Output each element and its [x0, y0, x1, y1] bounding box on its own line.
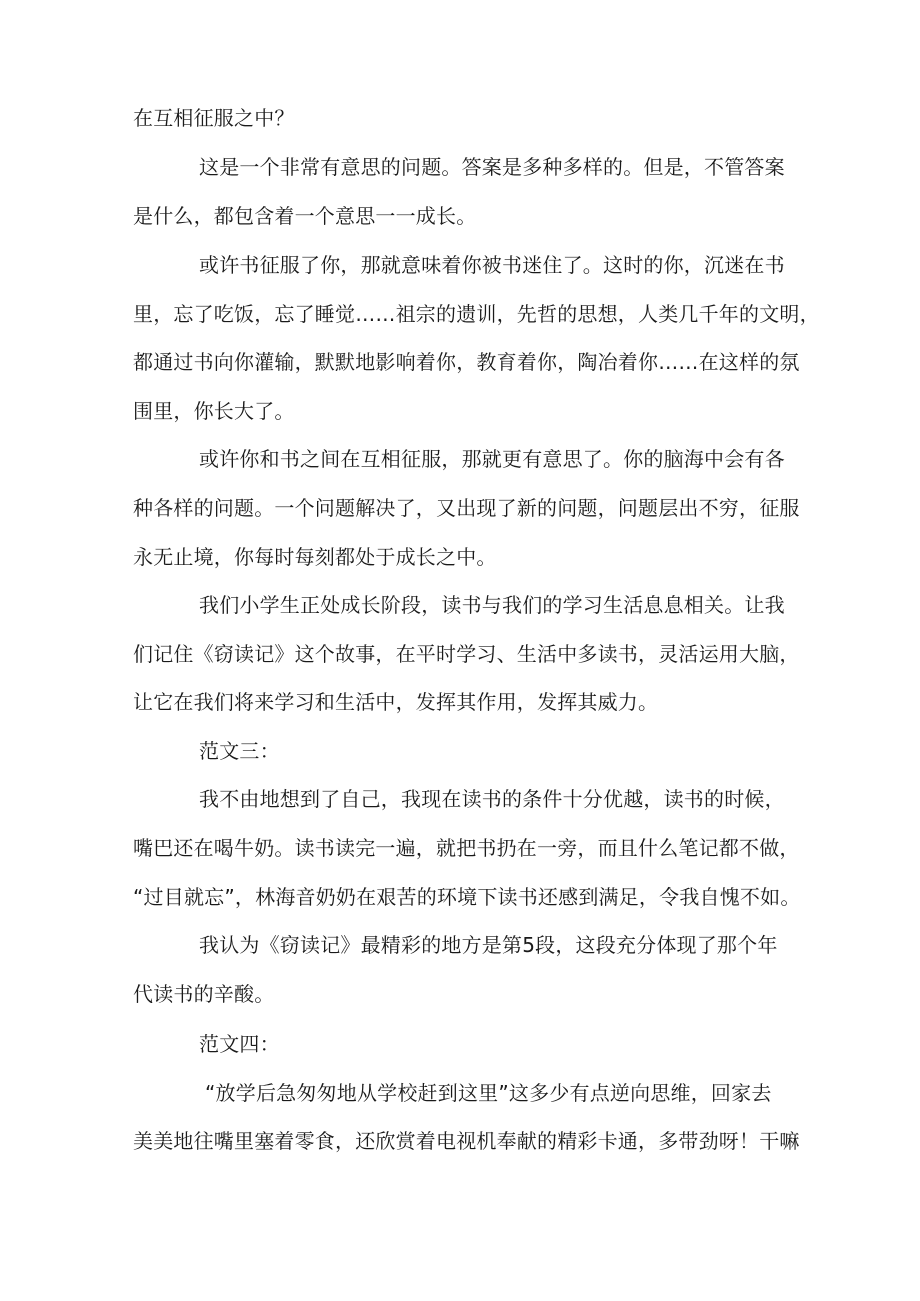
text-line: 里，忘了吃饭，忘了睡觉……祖宗的遗训，先哲的思想，人类几千年的文明，	[133, 302, 820, 326]
section-heading: 范文三：	[199, 739, 280, 763]
text-line: “过目就忘”，林海音奶奶在艰苦的环境下读书还感到满足，令我自愧不如。	[133, 885, 801, 909]
text-line: 或许你和书之间在互相征服，那就更有意思了。你的脑海中会有各	[199, 447, 785, 471]
text-line: 让它在我们将来学习和生活中，发挥其作用，发挥其威力。	[133, 690, 659, 714]
text-line: 这是一个非常有意思的问题。答案是多种多样的。但是，不管答案	[199, 155, 785, 179]
text-line: 或许书征服了你，那就意味着你被书迷住了。这时的你，沉迷在书	[199, 253, 785, 277]
text-line: 们记住《窃读记》这个故事，在平时学习、生活中多读书，灵活运用大脑，	[133, 642, 800, 666]
text-line: 美美地往嘴里塞着零食，还欣赏着电视机奉献的精彩卡通，多带劲呀！干嘛	[133, 1129, 800, 1153]
section-heading: 范文四：	[199, 1032, 280, 1056]
text-line: 种各样的问题。一个问题解决了，又出现了新的问题，问题层出不穷，征服	[133, 496, 800, 520]
text-line: 围里，你长大了。	[133, 399, 295, 423]
text-line: 代读书的辛酸。	[133, 982, 275, 1006]
text-line: 在互相征服之中？	[133, 106, 295, 130]
text-line: 是什么，都包含着一个意思一一成长。	[133, 204, 477, 228]
text-line: 我认为《窃读记》最精彩的地方是第5段，这段充分体现了那个年	[199, 933, 778, 957]
text-line: 我不由地想到了自己，我现在读书的条件十分优越，读书的时候，	[199, 787, 785, 811]
text-line: 永无止境，你每时每刻都处于成长之中。	[133, 545, 497, 569]
text-line: 嘴巴还在喝牛奶。读书读完一遍，就把书扔在一旁，而且什么笔记都不做，	[133, 836, 800, 860]
text-line: 都通过书向你灌输，默默地影响着你，教育着你，陶冶着你……在这样的氛	[133, 350, 800, 374]
text-line: “放学后急匆匆地从学校赶到这里”这多少有点逆向思维，回家去	[205, 1081, 772, 1105]
text-line: 我们小学生正处成长阶段，读书与我们的学习生活息息相关。让我	[199, 593, 785, 617]
